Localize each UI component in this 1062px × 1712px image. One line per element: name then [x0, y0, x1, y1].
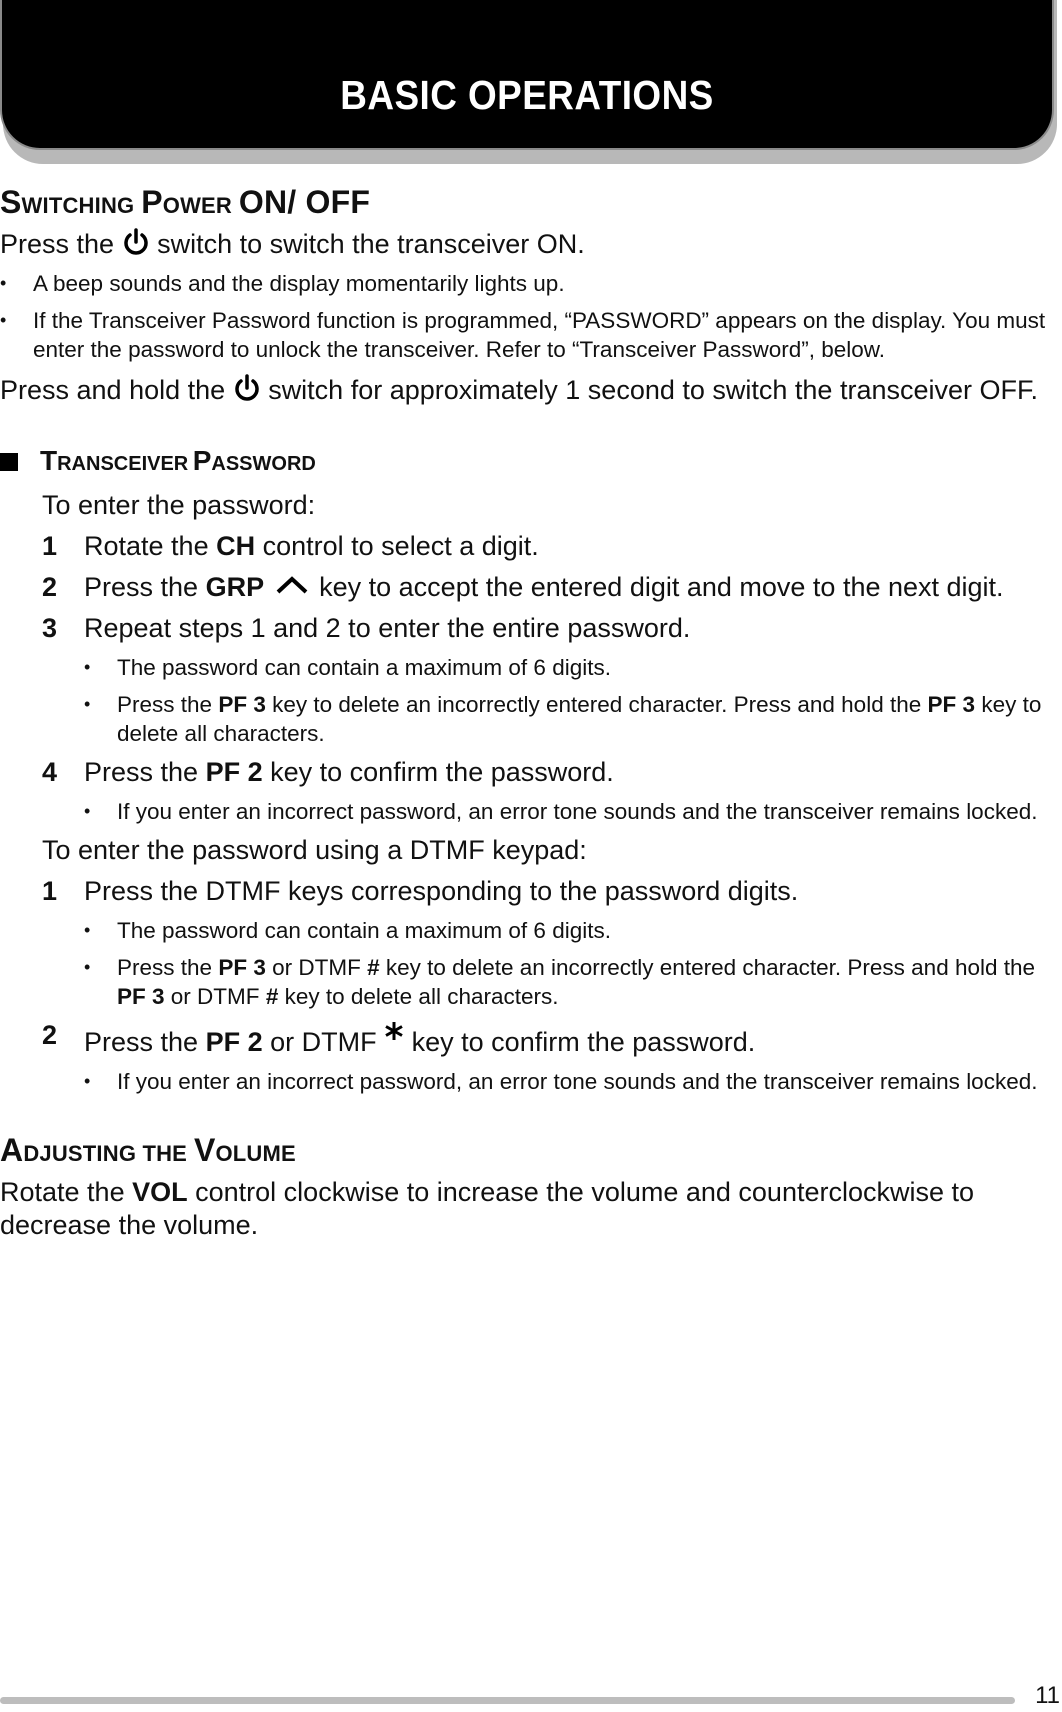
step-item: 1 Press the DTMF keys corresponding to the password digits.	[42, 876, 799, 906]
list-item: • The password can contain a maximum of 6 digits.	[84, 655, 611, 680]
page-header	[0, 0, 1054, 150]
asterisk-icon	[384, 1019, 404, 1043]
footer-rule	[0, 1697, 1015, 1704]
step-item: 4 Press the PF 2 key to confirm the password.	[42, 757, 614, 787]
step-item: 3 Repeat steps 1 and 2 to enter the entire password.	[42, 613, 691, 643]
bullet-dot: •	[0, 273, 7, 293]
list-item: • Press the PF 3 key to delete an incorrectly entered character. Press and hold the PF 3 key to delete all characters.	[84, 692, 1042, 746]
page-number: 11	[1035, 1682, 1060, 1709]
bullet-dot: •	[84, 920, 91, 940]
power-icon	[233, 374, 261, 402]
power-off-instruction: Press and hold the switch for approximately 1 second to switch the transceiver OFF.	[0, 375, 1038, 405]
list-item: • Press the PF 3 or DTMF # key to delete an incorrectly entered character. Press and hold the PF 3 or DTMF # key to delete all characters.	[84, 955, 1036, 1009]
step-item: 2 Press the PF 2 or DTMF key to confirm the password.	[42, 1020, 756, 1057]
bullet-dot: •	[0, 310, 7, 330]
list-item: • The password can contain a maximum of 6 digits.	[84, 918, 611, 943]
page-content	[0, 186, 1058, 1242]
bullet-dot: •	[84, 694, 91, 714]
power-on-instruction: Press the switch to switch the transceiver ON.	[0, 229, 585, 259]
password-intro: To enter the password:	[42, 490, 316, 520]
volume-instruction: Rotate the VOL control clockwise to increase the volume and counterclockwise to decrease the volume.	[0, 1177, 975, 1240]
power-icon	[122, 228, 150, 256]
bullet-dot: •	[84, 801, 91, 821]
bullet-dot: •	[84, 657, 91, 677]
list-item: • If you enter an incorrect password, an error tone sounds and the transceiver remains locked.	[84, 799, 1038, 824]
up-arrow-icon	[272, 574, 312, 594]
step-item: 2 Press the GRP key to accept the entered digit and move to the next digit.	[42, 572, 1004, 602]
section-heading-volume: ADJUSTING THE VOLUME	[0, 1132, 296, 1168]
page-title: BASIC OPERATIONS	[340, 72, 714, 118]
section-heading-power: SWITCHING POWER ON/ OFF	[0, 184, 371, 220]
subsection-heading-password: TRANSCEIVER PASSWORD	[0, 445, 1058, 477]
list-item: • If you enter an incorrect password, an error tone sounds and the transceiver remains locked.	[84, 1069, 1038, 1094]
step-item: 1 Rotate the CH control to select a digit.	[42, 531, 539, 561]
list-item: • If the Transceiver Password function is programmed, “PASSWORD” appears on the display. You must enter the password to unlock the transceiver. Refer to “Transceiver Password”, below.	[0, 308, 1046, 362]
list-item: • A beep sounds and the display momentarily lights up.	[0, 271, 565, 296]
dtmf-intro: To enter the password using a DTMF keypad:	[42, 835, 587, 865]
square-bullet-icon	[0, 453, 18, 471]
bullet-dot: •	[84, 957, 91, 977]
bullet-dot: •	[84, 1071, 91, 1091]
